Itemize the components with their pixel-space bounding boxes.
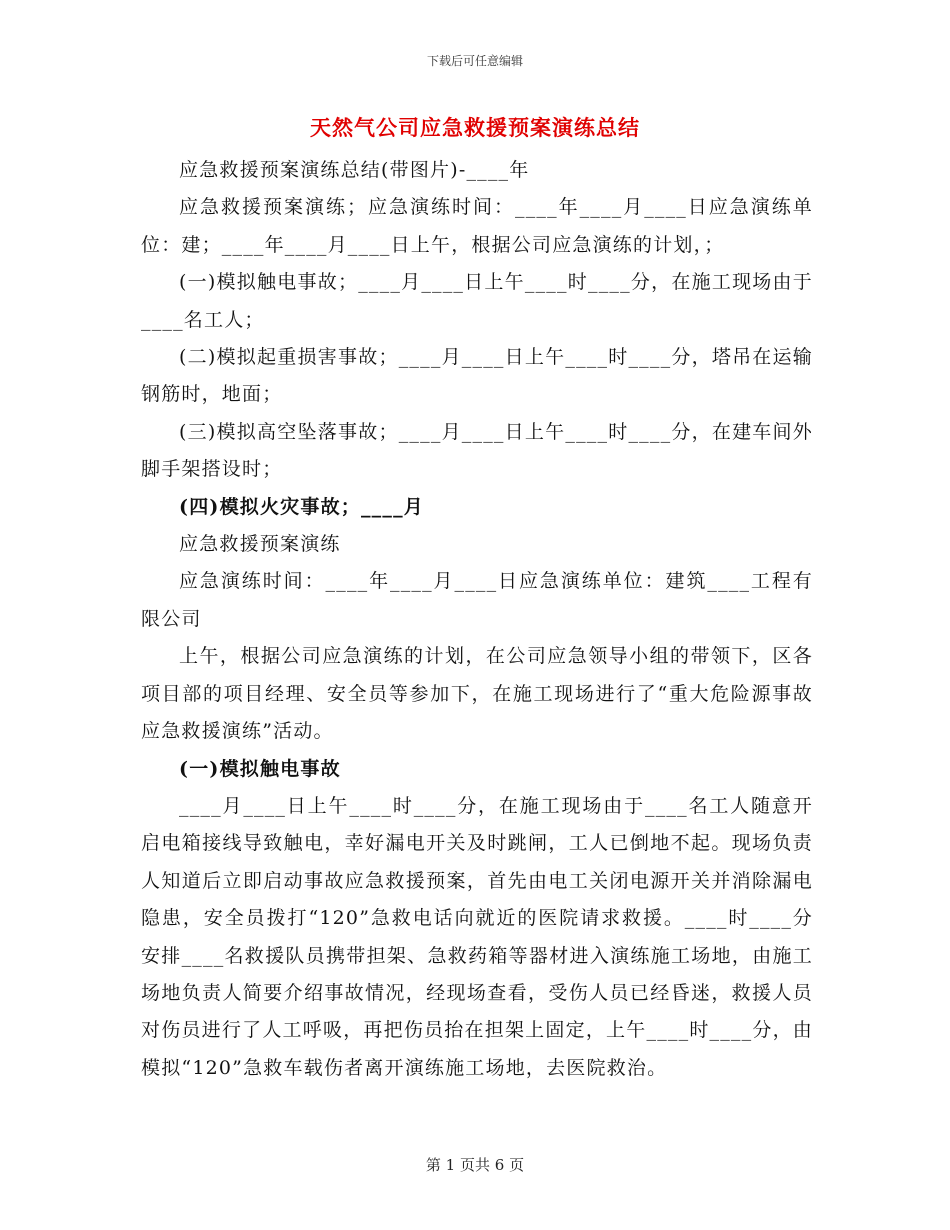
- section-heading: (一)模拟触电事故: [179, 757, 341, 780]
- paragraph: 上午，根据公司应急演练的计划，在公司应急领导小组的带领下，区各项目部的项目经理、安全员等参加下，在施工现场进行了“重大危险源事故应急救援演练”活动。: [141, 645, 813, 743]
- paragraph: 应急救援预案演练总结(带图片)-____年: [179, 159, 530, 181]
- paragraph: (二)模拟起重损害事故；____月____日上午____时____分，塔吊在运输钢筋时，地面；: [141, 346, 813, 406]
- document-title: 天然气公司应急救援预案演练总结: [310, 115, 640, 140]
- paragraph: (三)模拟高空坠落事故；____月____日上午____时____分，在建车间外脚手架搭设时；: [141, 420, 813, 481]
- section-heading: (四)模拟火灾事故；____月: [179, 495, 424, 518]
- paragraph: 应急救援预案演练: [179, 533, 341, 556]
- paragraph: 应急救援预案演练；应急演练时间：____年____月____日应急演练单位：建；____年____月____日上午，根据公司应急演练的计划，；: [141, 196, 813, 256]
- document-body: [141, 152, 813, 1087]
- paragraph: 应急演练时间：____年____月____日应急演练单位：建筑____工程有限公司: [141, 570, 813, 630]
- paragraph: (一)模拟触电事故；____月____日上午____时____分，在施工现场由于____名工人；: [141, 271, 813, 331]
- paragraph: ____月____日上午____时____分，在施工现场由于____名工人随意开启电箱接线导致触电，幸好漏电开关及时跳闸，工人已倒地不起。现场负责人知道后立即启动事故应急救援预案，首先由电工关闭电源开关并消除漏电隐患，安全员拨打“120”急救电话向就近的医院请求救援。____时____分安排____名救援队员携带担架、急救药箱等器材进入演练施工场地，由施工场地负责人简要介绍事故情况，经现场查看，受伤人员已经昏迷，救援人员对伤员进行了人工呼吸，再把伤员抬在担架上固定，上午____时____分，由模拟“120”急救车载伤者离开演练施工场地，去医院救治。: [141, 794, 813, 1079]
- page-number: 第 1 页共 6 页: [425, 1156, 525, 1174]
- header-note: 下载后可任意编辑: [426, 54, 523, 68]
